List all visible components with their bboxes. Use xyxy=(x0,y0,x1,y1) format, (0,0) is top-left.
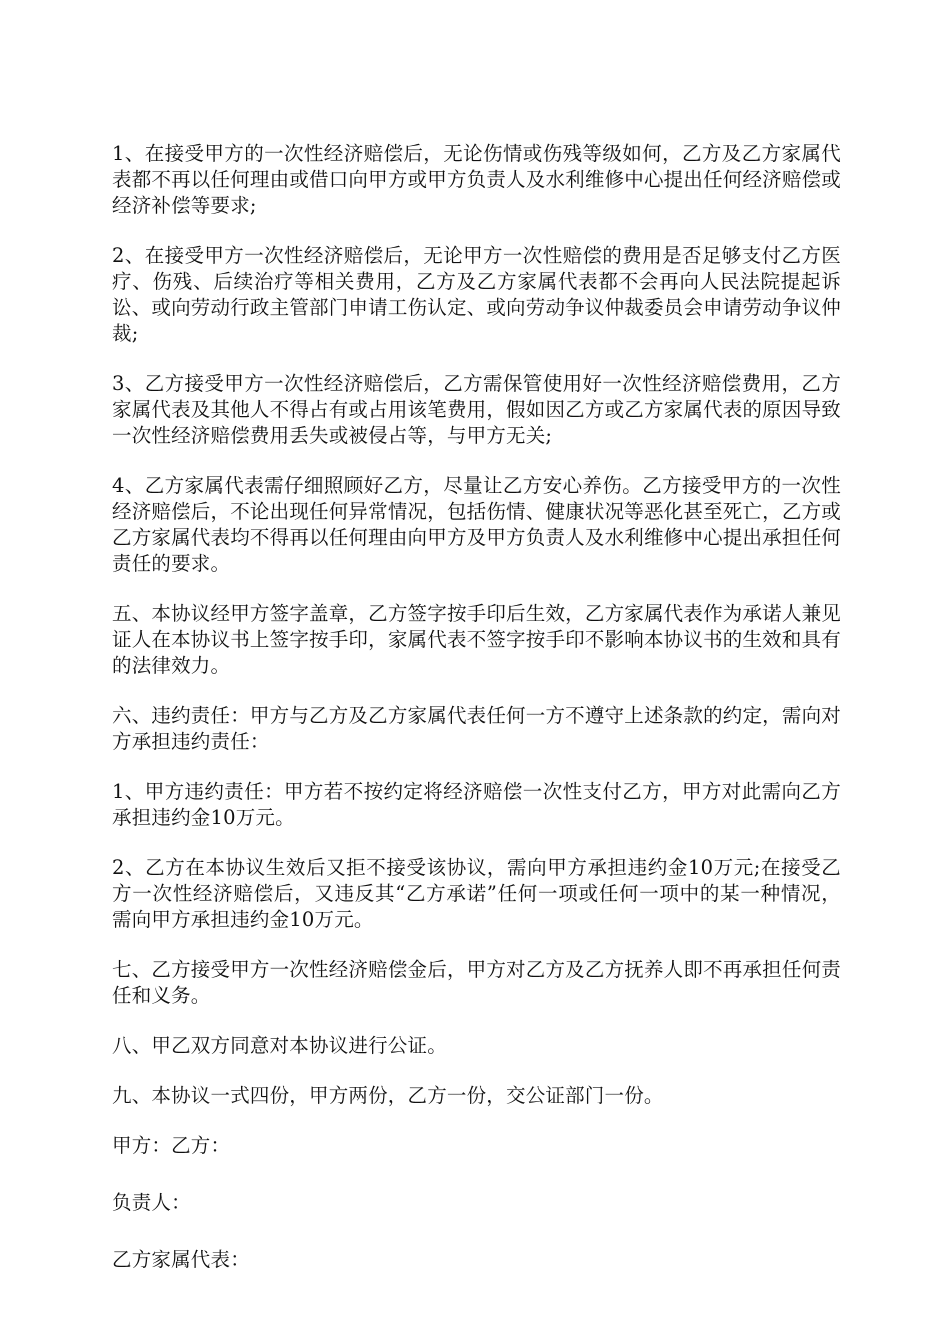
section-7-release: 七、乙方接受甲方一次性经济赔偿金后，甲方对乙方及乙方抚养人即不再承担任何责任和义务。 xyxy=(112,958,841,1007)
breach-party-a: 1、甲方违约责任：甲方若不按约定将经济赔偿一次性支付乙方，甲方对此需向乙方承担违约金10万元。 xyxy=(112,780,841,829)
clause-2-no-litigation: 2、在接受甲方一次性经济赔偿后，无论甲方一次性赔偿的费用是否足够支付乙方医疗、伤残、后续治疗等相关费用，乙方及乙方家属代表都不会再向人民法院提起诉讼、或向劳动行政主管部门申请工伤认定、或向劳动争议仲裁委员会申请劳动争议仲裁; xyxy=(112,244,841,345)
clause-1-no-further-claims: 1、在接受甲方的一次性经济赔偿后，无论伤情或伤残等级如何，乙方及乙方家属代表都不再以任何理由或借口向甲方或甲方负责人及水利维修中心提出任何经济赔偿或经济补偿等要求; xyxy=(112,142,841,217)
section-5-effectiveness: 五、本协议经甲方签字盖章，乙方签字按手印后生效，乙方家属代表作为承诺人兼见证人在本协议书上签字按手印，家属代表不签字按手印不影响本协议书的生效和具有的法律效力。 xyxy=(112,602,841,677)
section-8-notarization: 八、甲乙双方同意对本协议进行公证。 xyxy=(112,1034,447,1057)
clause-4-family-care: 4、乙方家属代表需仔细照顾好乙方，尽量让乙方安心养伤。乙方接受甲方的一次性经济赔偿后，不论出现任何异常情况，包括伤情、健康状况等恶化甚至死亡，乙方或乙方家属代表均不得再以任何理由向甲方及甲方负责人及水利维修中心提出承担任何责任的要求。 xyxy=(112,474,841,575)
signature-responsible-person: 负责人： xyxy=(112,1191,191,1214)
clause-3-fund-custody: 3、乙方接受甲方一次性经济赔偿后，乙方需保管使用好一次性经济赔偿费用，乙方家属代表及其他人不得占有或占用该笔费用，假如因乙方或乙方家属代表的原因导致一次性经济赔偿费用丢失或被侵占等，与甲方无关; xyxy=(112,372,841,447)
signature-family-representative: 乙方家属代表： xyxy=(112,1248,250,1271)
section-6-breach-liability: 六、违约责任：甲方与乙方及乙方家属代表任何一方不遵守上述条款的约定，需向对方承担违约责任： xyxy=(112,704,841,753)
breach-party-b: 2、乙方在本协议生效后又拒不接受该协议，需向甲方承担违约金10万元;在接受乙方一次性经济赔偿后，又违反其“乙方承诺”任何一项或任何一项中的某一种情况，需向甲方承担违约金10万元。 xyxy=(112,856,841,931)
section-9-copies: 九、本协议一式四份，甲方两份，乙方一份，交公证部门一份。 xyxy=(112,1084,664,1107)
signature-party-line: 甲方：乙方： xyxy=(112,1134,231,1157)
document-page xyxy=(112,141,841,1304)
